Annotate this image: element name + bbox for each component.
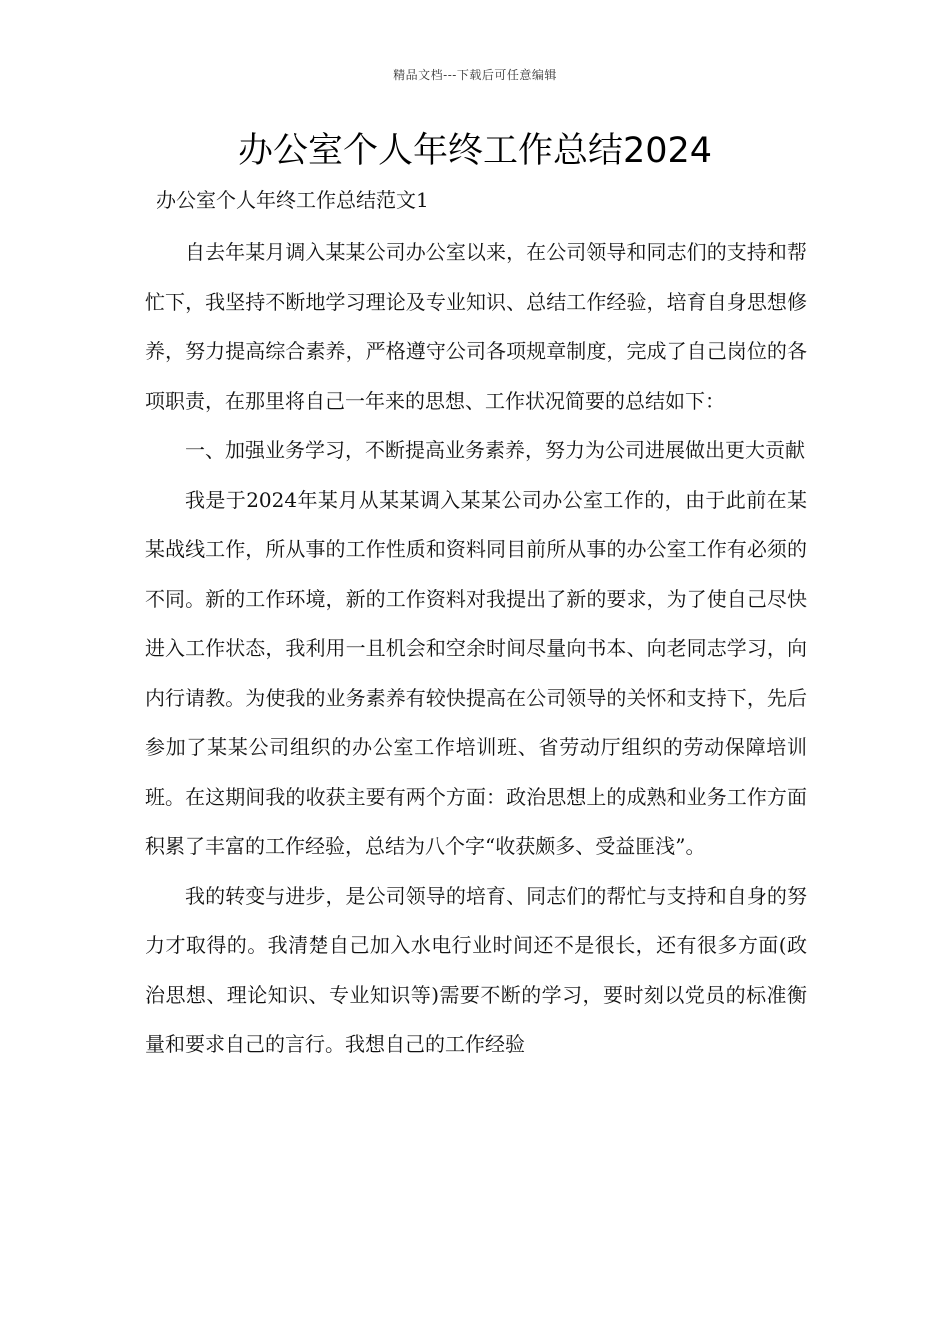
document-body xyxy=(145,228,807,1070)
section-heading-1: 一、加强业务学习，不断提高业务素养，努力为公司进展做出更大贡献 xyxy=(185,438,805,462)
paragraph-progress: 我的转变与进步，是公司领导的培育、同志们的帮忙与支持和自身的努力才取得的。我清楚自己加入水电行业时间还不是很长，还有很多方面(政治思想、理论知识、专业知识等)需要不断的学习，要时刻以党员的标准衡量和要求自己的言行。我想自己的工作经验 xyxy=(145,883,807,1056)
header-note: 精品文档---下载后可任意编辑 xyxy=(393,68,557,82)
paragraph-intro: 自去年某月调入某某公司办公室以来，在公司领导和同志们的支持和帮忙下，我坚持不断地学习理论及专业知识、总结工作经验，培育自身思想修养，努力提高综合素养，严格遵守公司各项规章制度，完成了自己岗位的各项职责，在那里将自己一年来的思想、工作状况简要的总结如下： xyxy=(145,240,807,413)
paragraph-study: 我是于2024年某月从某某调入某某公司办公室工作的，由于此前在某某战线工作，所从事的工作性质和资料同目前所从事的办公室工作有必须的不同。新的工作环境，新的工作资料对我提出了新的要求，为了使自己尽快进入工作状态，我利用一且机会和空余时间尽量向书本、向老同志学习，向内行请教。为使我的业务素养有较快提高在公司领导的关怀和支持下，先后参加了某某公司组织的办公室工作培训班、省劳动厅组织的劳动保障培训班。在这期间我的收获主要有两个方面：政治思想上的成熟和业务工作方面积累了丰富的工作经验，总结为八个字“收获颇多、受益匪浅”。 xyxy=(145,487,807,858)
document-subtitle: 办公室个人年终工作总结范文1 xyxy=(156,188,429,212)
document-title: 办公室个人年终工作总结2024 xyxy=(237,131,713,171)
